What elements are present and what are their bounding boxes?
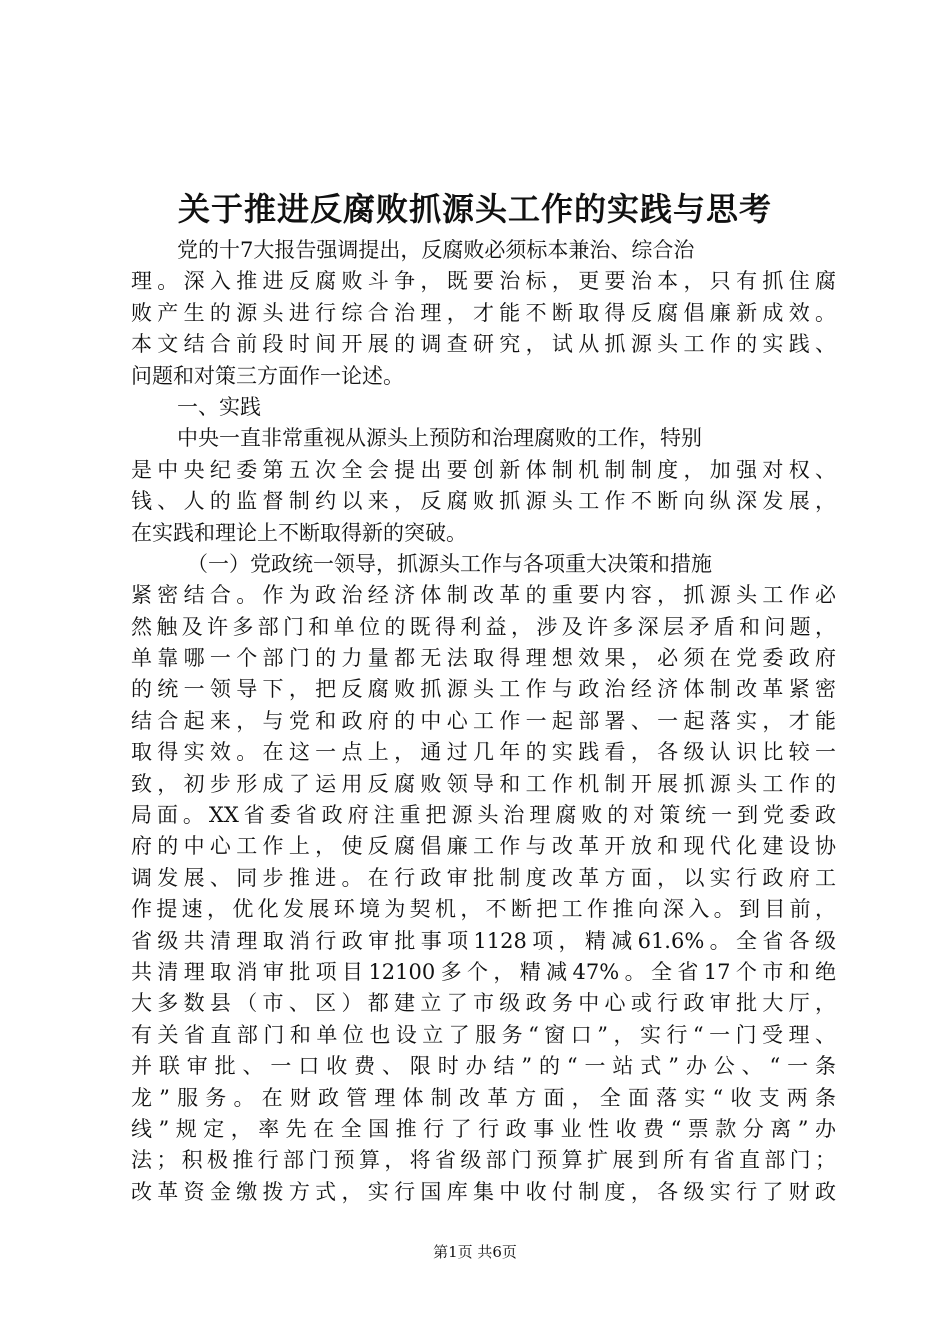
paragraph-line: 的统一领导下，把反腐败抓源头工作与政治经济体制改革紧密 bbox=[131, 677, 836, 702]
paragraph-line: 局面。XX省委省政府注重把源头治理腐败的对策统一到党委政 bbox=[131, 803, 836, 828]
paragraph-line: 单靠哪一个部门的力量都无法取得理想效果，必须在党委政府 bbox=[131, 646, 836, 671]
paragraph-line: 大多数县（市、区）都建立了市级政务中心或行政审批大厅， bbox=[131, 991, 836, 1016]
paragraph-line: 府的中心工作上，使反腐倡廉工作与改革开放和现代化建设协 bbox=[131, 834, 836, 859]
paragraph-line: 败产生的源头进行综合治理，才能不断取得反腐倡廉新成效。 bbox=[131, 300, 836, 325]
paragraph-line: 共清理取消审批项目12100多个，精减47%。全省17个市和绝 bbox=[131, 959, 836, 984]
page-footer: 第1页 共6页 bbox=[433, 1243, 517, 1261]
paragraph-line: 党的十7大报告强调提出，反腐败必须标本兼治、综合治 bbox=[177, 238, 695, 262]
paragraph-line: 理。深入推进反腐败斗争，既要治标，更要治本，只有抓住腐 bbox=[131, 269, 836, 294]
paragraph-line: 然触及许多部门和单位的既得利益，涉及许多深层矛盾和问题， bbox=[131, 614, 836, 639]
paragraph-line: 钱、人的监督制约以来，反腐败抓源头工作不断向纵深发展， bbox=[131, 489, 836, 514]
paragraph-line: 结合起来，与党和政府的中心工作一起部署、一起落实，才能 bbox=[131, 708, 836, 733]
section-heading: 一、实践 bbox=[177, 394, 261, 419]
paragraph-line: 问题和对策三方面作一论述。 bbox=[131, 363, 404, 388]
paragraph-line: 改革资金缴拨方式，实行国库集中收付制度，各级实行了财政 bbox=[131, 1179, 836, 1204]
paragraph-line: 作提速，优化发展环境为契机，不断把工作推向深入。到目前， bbox=[131, 897, 836, 922]
paragraph-line: 有关省直部门和单位也设立了服务“窗口”，实行“一门受理、 bbox=[131, 1022, 836, 1047]
paragraph-line: 龙”服务。在财政管理体制改革方面，全面落实“收支两条 bbox=[131, 1085, 836, 1110]
document-title: 关于推进反腐败抓源头工作的实践与思考 bbox=[177, 190, 772, 228]
paragraph-line: 并联审批、一口收费、限时办结”的“一站式”办公、“一条 bbox=[131, 1054, 836, 1079]
paragraph-line: 在实践和理论上不断取得新的突破。 bbox=[131, 520, 467, 545]
paragraph-line: 省级共清理取消行政审批事项1128项，精减61.6%。全省各级 bbox=[131, 928, 836, 953]
paragraph-line: （一）党政统一领导，抓源头工作与各项重大决策和措施 bbox=[187, 551, 712, 576]
paragraph-line: 法；积极推行部门预算，将省级部门预算扩展到所有省直部门； bbox=[131, 1148, 836, 1173]
document-body bbox=[131, 235, 836, 1208]
paragraph-line: 致，初步形成了运用反腐败领导和工作机制开展抓源头工作的 bbox=[131, 771, 836, 796]
paragraph-line: 中央一直非常重视从源头上预防和治理腐败的工作，特别 bbox=[177, 426, 702, 451]
paragraph-line: 调发展、同步推进。在行政审批制度改革方面，以实行政府工 bbox=[131, 865, 836, 890]
paragraph-line: 紧密结合。作为政治经济体制改革的重要内容，抓源头工作必 bbox=[131, 583, 836, 608]
paragraph-line: 是中央纪委第五次全会提出要创新体制机制制度，加强对权、 bbox=[131, 457, 836, 482]
paragraph-line: 线”规定，率先在全国推行了行政事业性收费“票款分离”办 bbox=[131, 1116, 836, 1141]
paragraph-line: 取得实效。在这一点上，通过几年的实践看，各级认识比较一 bbox=[131, 740, 836, 765]
paragraph-line: 本文结合前段时间开展的调查研究，试从抓源头工作的实践、 bbox=[131, 332, 836, 357]
